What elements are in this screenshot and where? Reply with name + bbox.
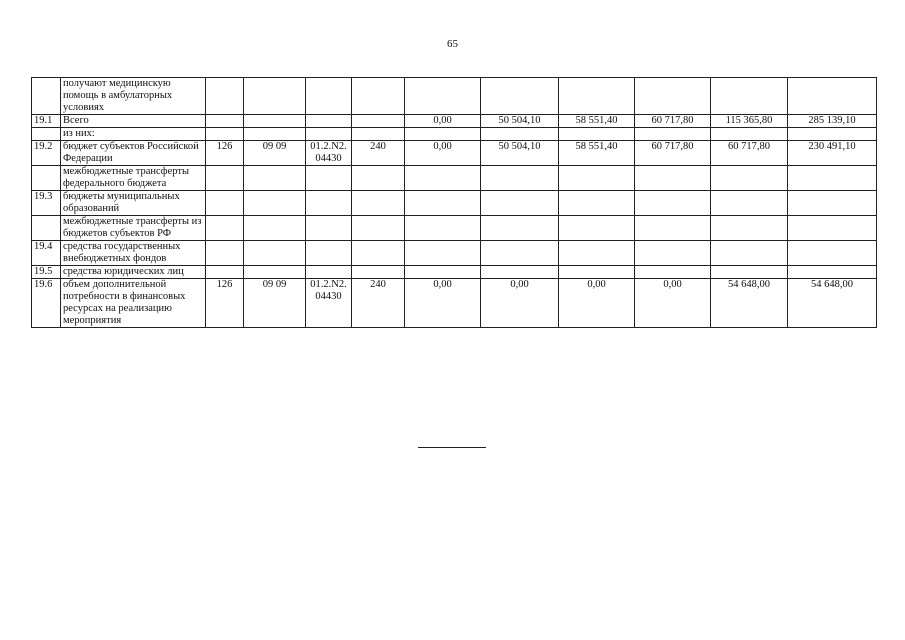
target-article-cell bbox=[306, 241, 352, 266]
target-article-cell: 01.2.N2. 04430 bbox=[306, 141, 352, 166]
section-code-cell: 09 09 bbox=[244, 141, 306, 166]
expense-type-cell bbox=[352, 166, 405, 191]
amount-cell-3 bbox=[559, 266, 635, 279]
amount-cell-4 bbox=[635, 191, 711, 216]
amount-cell-5: 115 365,80 bbox=[711, 115, 788, 128]
amount-cell-total: 54 648,00 bbox=[788, 279, 877, 328]
amount-cell-total bbox=[788, 128, 877, 141]
row-name-cell: бюджеты муниципальных образований bbox=[61, 191, 206, 216]
section-code-cell: 09 09 bbox=[244, 279, 306, 328]
row-name-cell: средства юридических лиц bbox=[61, 266, 206, 279]
section-code-cell bbox=[244, 266, 306, 279]
amount-cell-4 bbox=[635, 166, 711, 191]
row-number-cell bbox=[32, 166, 61, 191]
amount-cell-1 bbox=[405, 191, 481, 216]
amount-cell-5 bbox=[711, 241, 788, 266]
amount-cell-1: 0,00 bbox=[405, 115, 481, 128]
target-article-cell bbox=[306, 216, 352, 241]
row-number-cell: 19.3 bbox=[32, 191, 61, 216]
amount-cell-3: 0,00 bbox=[559, 279, 635, 328]
target-article-cell bbox=[306, 266, 352, 279]
table-row bbox=[32, 166, 877, 191]
amount-cell-3: 58 551,40 bbox=[559, 141, 635, 166]
admin-code-cell bbox=[206, 115, 244, 128]
row-number-cell: 19.5 bbox=[32, 266, 61, 279]
amount-cell-2: 0,00 bbox=[481, 279, 559, 328]
row-number-cell: 19.1 bbox=[32, 115, 61, 128]
amount-cell-4 bbox=[635, 78, 711, 115]
amount-cell-2 bbox=[481, 266, 559, 279]
amount-cell-1 bbox=[405, 78, 481, 115]
expense-type-cell bbox=[352, 266, 405, 279]
admin-code-cell bbox=[206, 166, 244, 191]
row-number-cell: 19.6 bbox=[32, 279, 61, 328]
row-name-cell: Всего bbox=[61, 115, 206, 128]
section-code-cell bbox=[244, 216, 306, 241]
row-number-cell bbox=[32, 128, 61, 141]
amount-cell-5 bbox=[711, 191, 788, 216]
amount-cell-5: 54 648,00 bbox=[711, 279, 788, 328]
table-row bbox=[32, 141, 877, 166]
target-article-cell bbox=[306, 191, 352, 216]
admin-code-cell bbox=[206, 78, 244, 115]
table-row bbox=[32, 279, 877, 328]
admin-code-cell bbox=[206, 241, 244, 266]
target-article-cell bbox=[306, 115, 352, 128]
section-code-cell bbox=[244, 78, 306, 115]
admin-code-cell bbox=[206, 266, 244, 279]
amount-cell-total: 230 491,10 bbox=[788, 141, 877, 166]
expense-type-cell: 240 bbox=[352, 279, 405, 328]
amount-cell-5 bbox=[711, 128, 788, 141]
budget-table bbox=[31, 77, 877, 328]
table-row bbox=[32, 266, 877, 279]
amount-cell-2 bbox=[481, 216, 559, 241]
target-article-cell bbox=[306, 166, 352, 191]
amount-cell-2 bbox=[481, 191, 559, 216]
amount-cell-3 bbox=[559, 78, 635, 115]
admin-code-cell bbox=[206, 191, 244, 216]
row-number-cell bbox=[32, 78, 61, 115]
row-name-cell: из них: bbox=[61, 128, 206, 141]
page-number: 65 bbox=[447, 38, 458, 50]
amount-cell-total bbox=[788, 216, 877, 241]
amount-cell-1 bbox=[405, 266, 481, 279]
amount-cell-3 bbox=[559, 241, 635, 266]
footer-separator-line bbox=[418, 447, 486, 448]
amount-cell-total bbox=[788, 78, 877, 115]
amount-cell-4 bbox=[635, 128, 711, 141]
amount-cell-4 bbox=[635, 266, 711, 279]
amount-cell-3 bbox=[559, 191, 635, 216]
amount-cell-2 bbox=[481, 78, 559, 115]
section-code-cell bbox=[244, 128, 306, 141]
amount-cell-total bbox=[788, 266, 877, 279]
amount-cell-1 bbox=[405, 128, 481, 141]
amount-cell-5 bbox=[711, 78, 788, 115]
amount-cell-5 bbox=[711, 216, 788, 241]
amount-cell-3 bbox=[559, 216, 635, 241]
amount-cell-5 bbox=[711, 266, 788, 279]
section-code-cell bbox=[244, 191, 306, 216]
amount-cell-3 bbox=[559, 128, 635, 141]
admin-code-cell: 126 bbox=[206, 141, 244, 166]
admin-code-cell bbox=[206, 128, 244, 141]
expense-type-cell bbox=[352, 115, 405, 128]
target-article-cell bbox=[306, 128, 352, 141]
amount-cell-total bbox=[788, 191, 877, 216]
expense-type-cell bbox=[352, 216, 405, 241]
expense-type-cell bbox=[352, 128, 405, 141]
row-name-cell: бюджет субъектов Российской Федерации bbox=[61, 141, 206, 166]
amount-cell-1 bbox=[405, 166, 481, 191]
row-number-cell: 19.4 bbox=[32, 241, 61, 266]
row-name-cell: межбюджетные трансферты из бюджетов субъектов РФ bbox=[61, 216, 206, 241]
row-name-cell: получают медицинскую помощь в амбулаторных условиях bbox=[61, 78, 206, 115]
admin-code-cell: 126 bbox=[206, 279, 244, 328]
amount-cell-1: 0,00 bbox=[405, 141, 481, 166]
row-name-cell: объем дополнительной потребности в финансовых ресурсах на реализацию мероприятия bbox=[61, 279, 206, 328]
amount-cell-total bbox=[788, 166, 877, 191]
section-code-cell bbox=[244, 115, 306, 128]
section-code-cell bbox=[244, 241, 306, 266]
amount-cell-1 bbox=[405, 241, 481, 266]
amount-cell-4: 60 717,80 bbox=[635, 115, 711, 128]
amount-cell-3 bbox=[559, 166, 635, 191]
expense-type-cell bbox=[352, 191, 405, 216]
expense-type-cell bbox=[352, 78, 405, 115]
expense-type-cell: 240 bbox=[352, 141, 405, 166]
amount-cell-2: 50 504,10 bbox=[481, 115, 559, 128]
row-name-cell: межбюджетные трансферты федерального бюджета bbox=[61, 166, 206, 191]
admin-code-cell bbox=[206, 216, 244, 241]
expense-type-cell bbox=[352, 241, 405, 266]
amount-cell-3: 58 551,40 bbox=[559, 115, 635, 128]
amount-cell-1 bbox=[405, 216, 481, 241]
table-row bbox=[32, 216, 877, 241]
table-row bbox=[32, 115, 877, 128]
amount-cell-4 bbox=[635, 216, 711, 241]
amount-cell-1: 0,00 bbox=[405, 279, 481, 328]
target-article-cell: 01.2.N2. 04430 bbox=[306, 279, 352, 328]
table-row bbox=[32, 128, 877, 141]
amount-cell-5: 60 717,80 bbox=[711, 141, 788, 166]
amount-cell-4 bbox=[635, 241, 711, 266]
row-number-cell bbox=[32, 216, 61, 241]
amount-cell-total: 285 139,10 bbox=[788, 115, 877, 128]
amount-cell-2: 50 504,10 bbox=[481, 141, 559, 166]
amount-cell-2 bbox=[481, 241, 559, 266]
section-code-cell bbox=[244, 166, 306, 191]
table-row bbox=[32, 78, 877, 115]
amount-cell-4: 60 717,80 bbox=[635, 141, 711, 166]
amount-cell-total bbox=[788, 241, 877, 266]
row-number-cell: 19.2 bbox=[32, 141, 61, 166]
table-row bbox=[32, 241, 877, 266]
amount-cell-2 bbox=[481, 166, 559, 191]
amount-cell-4: 0,00 bbox=[635, 279, 711, 328]
row-name-cell: средства государственных внебюджетных фондов bbox=[61, 241, 206, 266]
table-row bbox=[32, 191, 877, 216]
amount-cell-5 bbox=[711, 166, 788, 191]
target-article-cell bbox=[306, 78, 352, 115]
amount-cell-2 bbox=[481, 128, 559, 141]
